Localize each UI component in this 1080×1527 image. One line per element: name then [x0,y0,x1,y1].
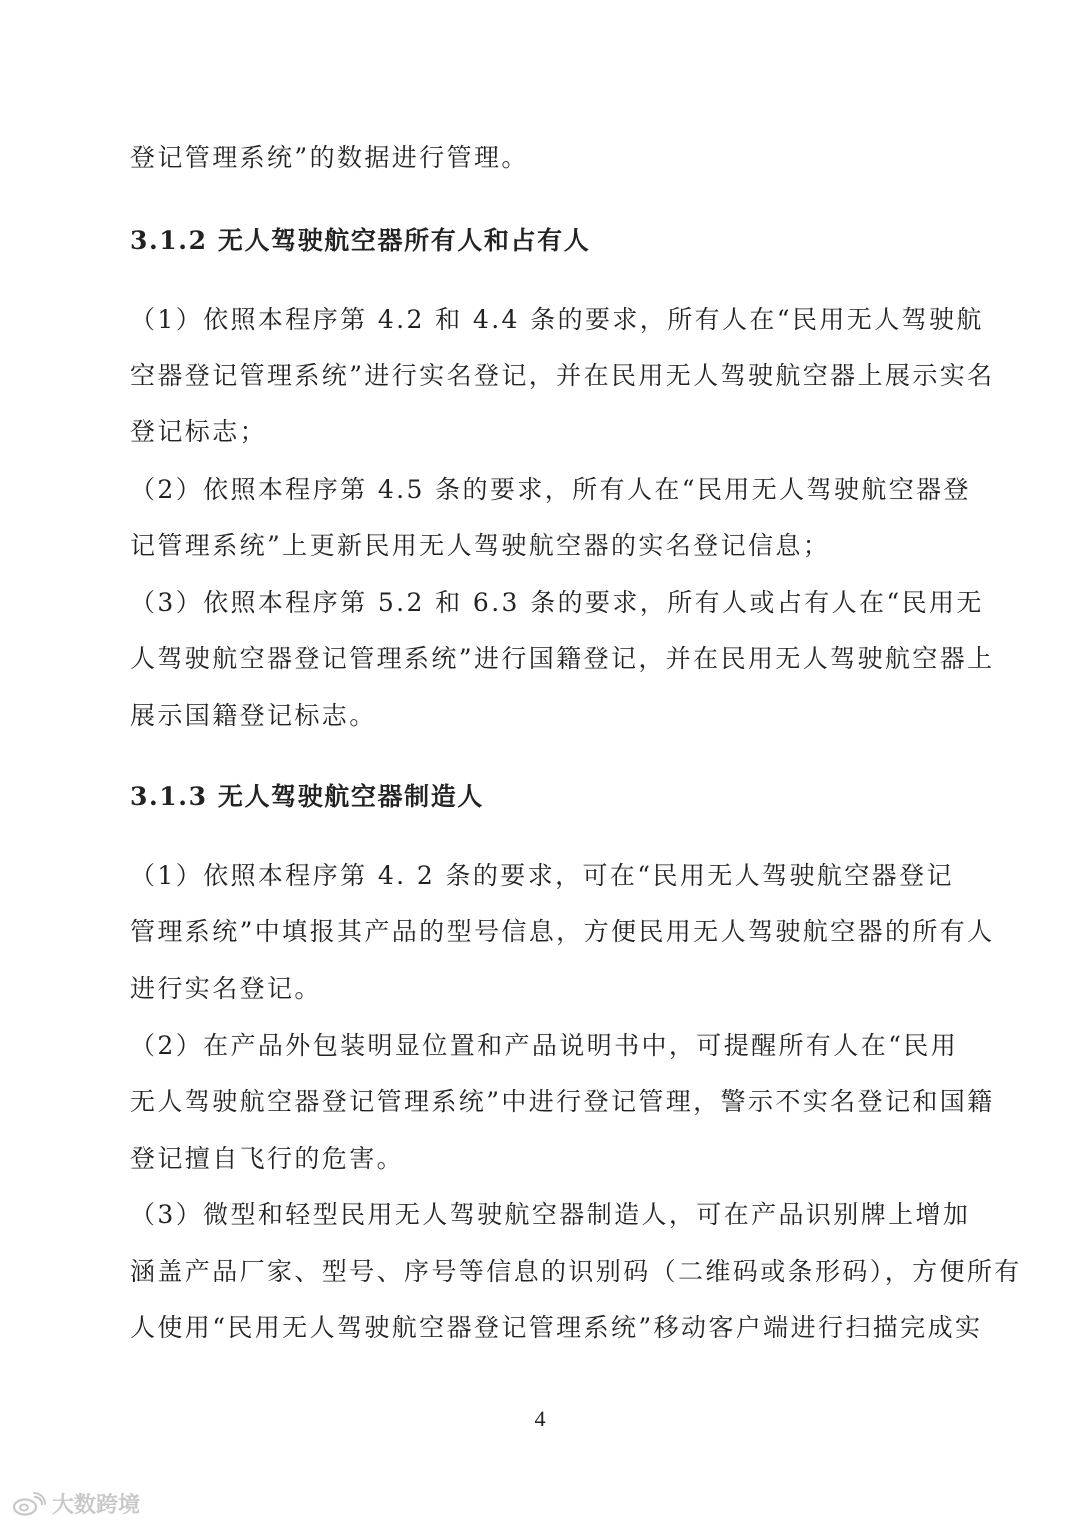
paragraph-line: 无人驾驶航空器登记管理系统”中进行登记管理，警示不实名登记和国籍 [130,1087,995,1116]
watermark [12,1488,140,1519]
paragraph-line: 人使用“民用无人驾驶航空器登记管理系统”移动客户端进行扫描完成实 [130,1313,983,1342]
paragraph-line: 人驾驶航空器登记管理系统”进行国籍登记，并在民用无人驾驶航空器上 [130,644,995,673]
watermark-text: 大数跨境 [52,1493,141,1518]
paragraph-line: 涵盖产品厂家、型号、序号等信息的识别码（二维码或条形码），方便所有 [130,1257,1022,1286]
paragraph-continuation-line: 登记管理系统”的数据进行管理。 [130,143,529,172]
paragraph-line: 管理系统”中填报其产品的型号信息，方便民用无人驾驶航空器的所有人 [130,917,995,946]
paragraph-line: 展示国籍登记标志。 [130,701,377,730]
paragraph-line: （2）依照本程序第 4.5 条的要求，所有人在“民用无人驾驶航空器登 [130,475,971,504]
paragraph-line: 登记标志； [130,417,268,446]
section-heading-3-1-3: 3.1.3 无人驾驶航空器制造人 [130,782,484,811]
paragraph-line: 记管理系统”上更新民用无人驾驶航空器的实名登记信息； [130,531,831,560]
paragraph-line: 进行实名登记。 [130,974,322,1003]
paragraph-line: （3）微型和轻型民用无人驾驶航空器制造人，可在产品识别牌上增加 [130,1200,971,1229]
weibo-logo-icon [12,1492,46,1516]
page-number: 4 [534,1406,546,1431]
paragraph-line: 空器登记管理系统”进行实名登记，并在民用无人驾驶航空器上展示实名 [130,361,995,390]
paragraph-line: （1）依照本程序第 4. 2 条的要求，可在“民用无人驾驶航空器登记 [130,861,954,890]
section-heading-3-1-2: 3.1.2 无人驾驶航空器所有人和占有人 [130,226,591,255]
paragraph-line: （2）在产品外包装明显位置和产品说明书中，可提醒所有人在“民用 [130,1031,959,1060]
paragraph-line: 登记擅自飞行的危害。 [130,1144,405,1173]
paragraph-line: （1）依照本程序第 4.2 和 4.4 条的要求，所有人在“民用无人驾驶航 [130,305,984,334]
paragraph-line: （3）依照本程序第 5.2 和 6.3 条的要求，所有人或占有人在“民用无 [130,588,984,617]
